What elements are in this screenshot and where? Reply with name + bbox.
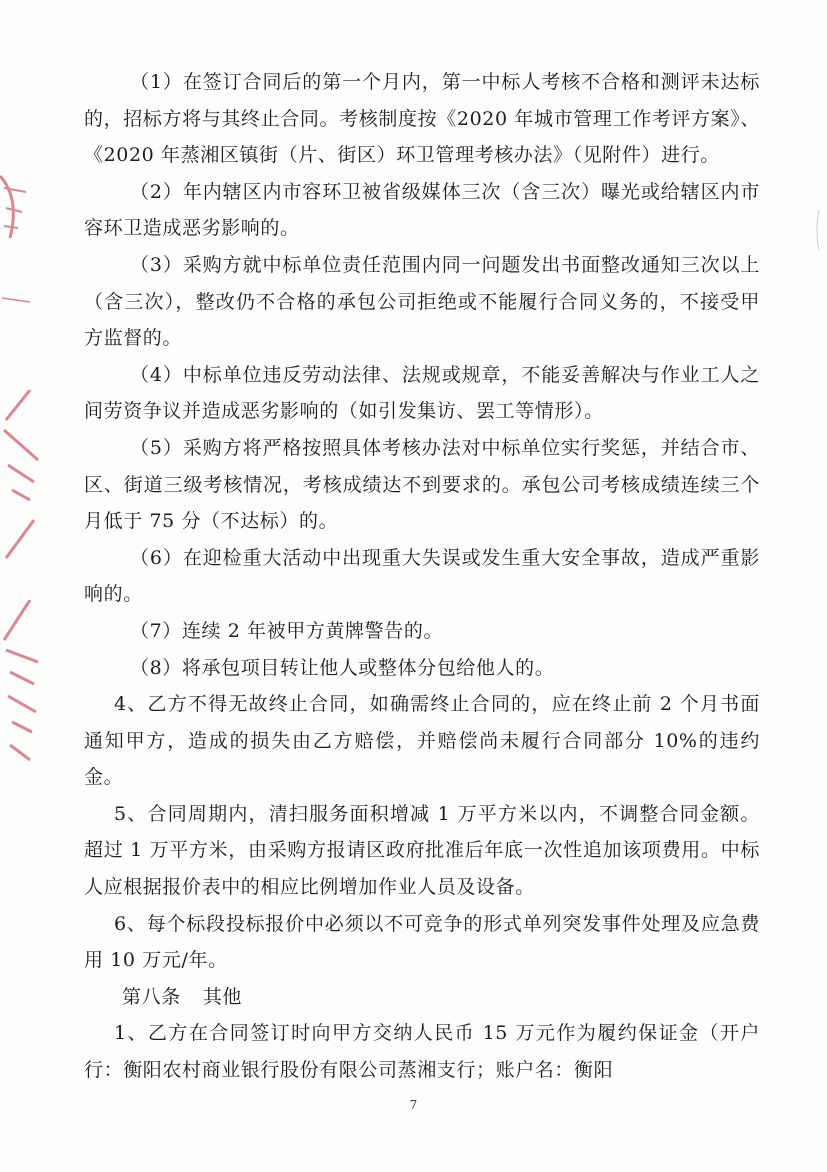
seal-fragment-icon <box>0 600 48 770</box>
clause-8: （8）将承包项目转让他人或整体分包给他人的。 <box>130 656 555 679</box>
clause-2: （2）年内辖区内市容环卫被省级媒体三次（含三次）曝光或给辖区内市容环卫造成恶劣影响的。 <box>84 180 760 240</box>
clause-4: （4）中标单位违反劳动法律、法规或规章，不能妥善解决与作业工人之间劳资争议并造成恶劣影响的（如引发集访、罢工等情形）。 <box>84 363 760 423</box>
clause-1: （1）在签订合同后的第一个月内，第一中标人考核不合格和测评未达标的，招标方将与其终止合同。考核制度按《2020 年城市管理工作考评方案》、《2020 年蒸湘区镇街（片、街区）环卫管理考核办法》（见附件）进行。 <box>84 71 760 167</box>
section-article: 第八条 <box>122 985 181 1008</box>
section-title: 其他 <box>202 985 243 1008</box>
clause-7: （7）连续 2 年被甲方黄牌警告的。 <box>130 619 444 642</box>
clause-6: （6）在迎检重大活动中出现重大失误或发生重大安全事故，造成严重影响的。 <box>84 546 760 606</box>
clause-5: （5）采购方将严格按照具体考核办法对中标单位实行奖惩，并结合市、区、街道三级考核情况，考核成绩达不到要求的。承包公司考核成绩连续三个月低于 75 分（不达标）的。 <box>84 436 760 533</box>
section-heading <box>84 979 760 1016</box>
seal-fragment-icon <box>0 168 48 248</box>
scan-mark-icon <box>807 200 827 260</box>
item-4: 4、乙方不得无故终止合同，如确需终止合同的，应在终止前 2 个月书面通知甲方，造成的损失由乙方赔偿，并赔偿尚未履行合同部分 10%的违约金。 <box>84 693 760 789</box>
seal-fragment-icon <box>0 390 48 560</box>
seal-fragment-icon <box>0 280 48 320</box>
page-number: 7 <box>409 1098 418 1112</box>
clause-3: （3）采购方就中标单位责任范围内同一问题发出书面整改通知三次以上（含三次），整改仍不合格的承包公司拒绝或不能履行合同义务的，不接受甲方监督的。 <box>84 253 760 350</box>
document-body <box>84 64 760 1089</box>
item-5: 5、合同周期内，清扫服务面积增减 1 万平方米以内，不调整合同金额。超过 1 万平方米，由采购方报请区政府批准后年底一次性追加该项费用。中标人应根据报价表中的相应比例增加作业人员及设备。 <box>84 802 760 899</box>
item-6: 6、每个标段投标报价中必须以不可竞争的形式单列突发事件处理及应急费用 10 万元/年。 <box>84 912 760 972</box>
item-other-1: 1、乙方在合同签订时向甲方交纳人民币 15 万元作为履约保证金（开户行：衡阳农村商业银行股份有限公司蒸湘支行；账户名：衡阳 <box>84 1022 760 1082</box>
